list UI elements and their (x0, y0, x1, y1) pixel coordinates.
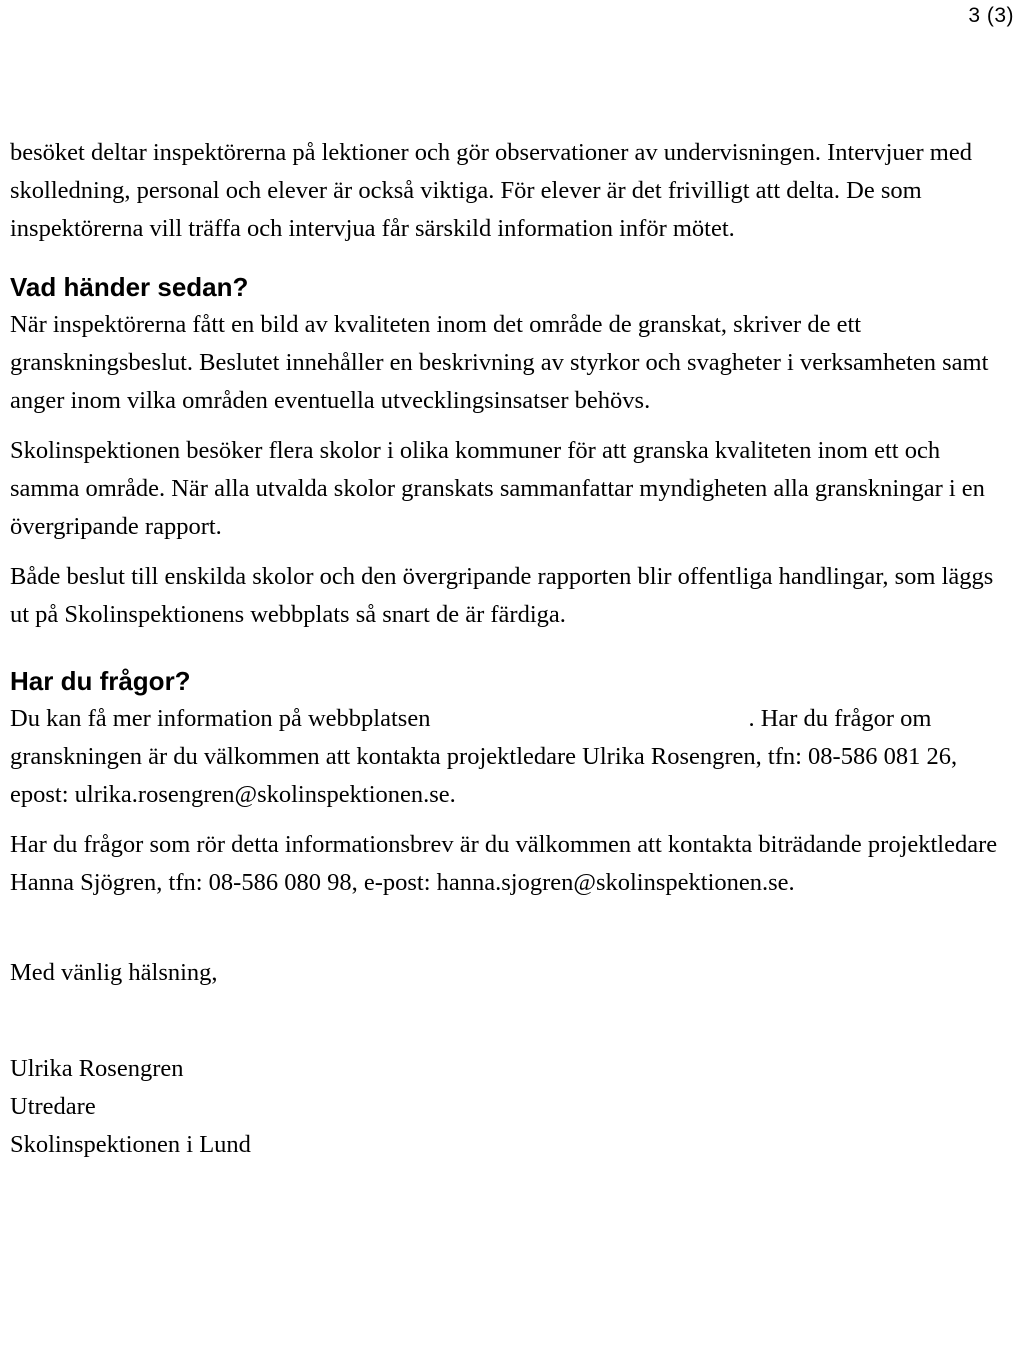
paragraph-kontakt-start: Du kan få mer information på webbplatsen (10, 705, 431, 732)
signature-org: Skolinspektionen i Lund (10, 1131, 251, 1158)
paragraph-offentliga: Både beslut till enskilda skolor och den övergripande rapporten blir offentliga handlingar, som läggs ut på Skolinspektionens webbplats så snart de är färdiga. (10, 563, 994, 628)
signature-title: Utredare (10, 1093, 96, 1120)
intro-paragraph: besöket deltar inspektörerna på lektioner och gör observationer av undervisningen. Intervjuer med skolledning, personal och elever är också viktiga. För elever är det frivilligt att delta. De som inspektörerna vill träffa och intervjua får särskild information inför mötet. (10, 139, 972, 242)
paragraph-kontakt-bitradande: Har du frågor som rör detta informationsbrev är du välkommen att kontakta biträdande projektledare Hanna Sjögren, tfn: 08-586 080 98, e-post: hanna.sjogren@skolinspektionen.se. (10, 831, 998, 896)
page-number: 3 (3) (968, 4, 1014, 27)
paragraph-kontakt-end: . Har du frågor om granskningen är du välkommen att kontakta projektledare Ulrika Rosengren, tfn: 08-586 081 26, epost: ulrika.rosengren@skolinspektionen.se. (10, 705, 958, 808)
signature-name: Ulrika Rosengren (10, 1055, 184, 1082)
closing-greeting: Med vänlig hälsning, (10, 959, 218, 986)
heading-vad-hander-sedan: Vad händer sedan? (10, 272, 249, 302)
letter-body (10, 134, 1015, 1176)
paragraph-rapport: Skolinspektionen besöker flera skolor i olika kommuner för att granska kvaliteten inom ett och samma område. När alla utvalda skolor granskats sammanfattar myndigheten alla granskningar i en övergripande rapport. (10, 437, 985, 540)
paragraph-beslut: När inspektörerna fått en bild av kvaliteten inom det område de granskat, skriver de ett granskningsbeslut. Beslutet innehåller en beskrivning av styrkor och svagheter i verksamheten samt anger inom vilka områden eventuella utvecklingsinsatser behövs. (10, 311, 989, 414)
paragraph-kontakt-projektledare (10, 700, 1015, 814)
heading-har-du-fragor: Har du frågor? (10, 666, 191, 696)
signature-block (10, 1050, 1015, 1164)
